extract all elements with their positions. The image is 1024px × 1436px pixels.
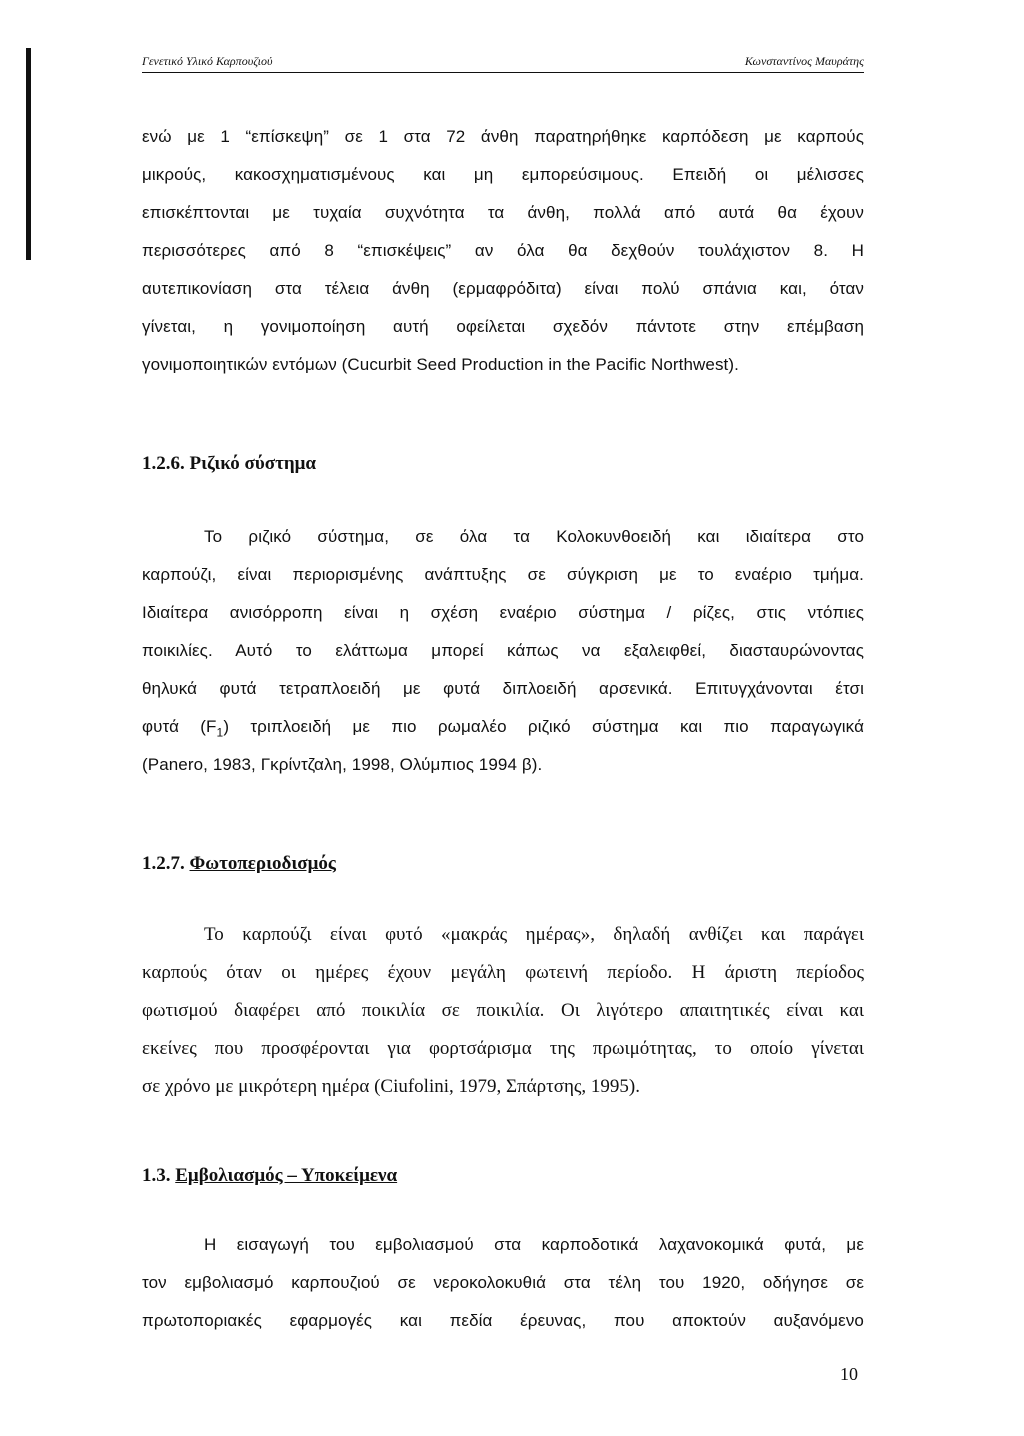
header-title: Γενετικό Υλικό Καρπουζιού — [142, 54, 273, 68]
text-line: Η εισαγωγή του εμβολιασμού στα καρποδοτικά λαχανοκομικά φυτά, με — [204, 1235, 864, 1254]
text-line: εκείνες που προσφέρονται για φορτσάρισμα της πρωιμότητας, το οποίο γίνεται — [142, 1038, 864, 1059]
text-line: τον εμβολιασμό καρπουζιού σε νεροκολοκυθιά στα τέλη του 1920, οδήγησε σε — [142, 1273, 864, 1292]
text-line: πρωτοποριακές εφαρμογές και πεδία έρευνας, που αποκτούν αυξανόμενο — [142, 1311, 864, 1330]
section-heading-root-system — [142, 452, 316, 476]
page-number: 10 — [840, 1364, 858, 1384]
text-line: αυτεπικονίαση στα τέλεια άνθη (ερμαφρόδιτα) είναι πολύ σπάνια και, όταν — [142, 279, 864, 298]
text-line: θηλυκά φυτά τετραπλοειδή με φυτά διπλοειδή αρσενικά. Επιτυγχάνονται έτσι — [142, 679, 864, 698]
paragraph-photoperiodism — [142, 916, 864, 1106]
section-heading-photoperiodism — [142, 852, 336, 876]
text-line: επισκέπτονται με τυχαία συχνότητα τα άνθη, πολλά από αυτά θα έχουν — [142, 203, 864, 222]
text-line: Ιδιαίτερα ανισόρροπη είναι η σχέση εναέριο σύστημα / ρίζες, στις ντόπιες — [142, 603, 864, 622]
f1-subscript: 1 — [216, 725, 224, 740]
text-line: Το καρπούζι είναι φυτό «μακράς ημέρας», δηλαδή ανθίζει και παράγει — [204, 924, 864, 945]
text-line: μικρούς, κακοσχηματισμένους και μη εμπορεύσιμους. Επειδή οι μέλισσες — [142, 165, 864, 184]
section-title: Ριζικό σύστημα — [189, 453, 316, 474]
f1-before: φυτά (F — [142, 717, 217, 736]
text-line: ποικιλίες. Αυτό το ελάττωμα μπορεί κάπως να εξαλειφθεί, διασταυρώνοντας — [142, 641, 864, 660]
section-title: Φωτοπεριοδισμός — [189, 853, 336, 874]
section-number: 1.2.7. — [142, 853, 185, 874]
text-line: σε χρόνο με μικρότερη ημέρα (Ciufolini, 1979, Σπάρτσης, 1995). — [142, 1076, 641, 1097]
text-line: (Panero, 1983, Γκρίντζαλη, 1998, Ολύμπιος 1994 β). — [142, 755, 543, 774]
text-line: ενώ με 1 “επίσκεψη” σε 1 στα 72 άνθη παρατηρήθηκε καρπόδεση με καρπούς — [142, 127, 864, 146]
section-number: 1.2.6. — [142, 453, 185, 474]
paragraph-grafting — [142, 1226, 864, 1340]
f1-after: ) τριπλοειδή με πιο ρωμαλέο ριζικό σύστημα και πιο παραγωγικά — [223, 717, 864, 736]
section-title: Εμβολιασμός – Υποκείμενα — [175, 1165, 398, 1186]
header-author: Κωνσταντίνος Μαυράτης — [744, 54, 864, 68]
text-line: καρπούζι, είναι περιορισμένης ανάπτυξης σε σύγκριση με το εναέριο τμήμα. — [142, 565, 864, 584]
text-line: φωτισμού διαφέρει από ποικιλία σε ποικιλία. Οι λιγότερο απαιτητικές είναι και — [142, 1000, 864, 1021]
running-header — [142, 54, 864, 73]
text-line: Το ριζικό σύστημα, σε όλα τα Κολοκυνθοειδή και ιδιαίτερα στο — [204, 527, 864, 546]
text-line: περισσότερες από 8 “επισκέψεις” αν όλα θα δεχθούν τουλάχιστον 8. Η — [142, 241, 864, 260]
text-line — [142, 708, 864, 746]
text-line: γίνεται, η γονιμοποίηση αυτή οφείλεται σχεδόν πάντοτε στην επέμβαση — [142, 317, 864, 336]
section-number: 1.3. — [142, 1165, 171, 1186]
text-line: γονιμοποιητικών εντόμων (Cucurbit Seed Production in the Pacific Northwest). — [142, 355, 739, 374]
text-line: καρπούς όταν οι ημέρες έχουν μεγάλη φωτεινή περίοδο. Η άριστη περίοδος — [142, 962, 864, 983]
scan-edge-bar — [26, 48, 31, 260]
paragraph-pollination — [142, 118, 864, 384]
paragraph-root-system — [142, 518, 864, 784]
section-heading-grafting — [142, 1164, 397, 1188]
